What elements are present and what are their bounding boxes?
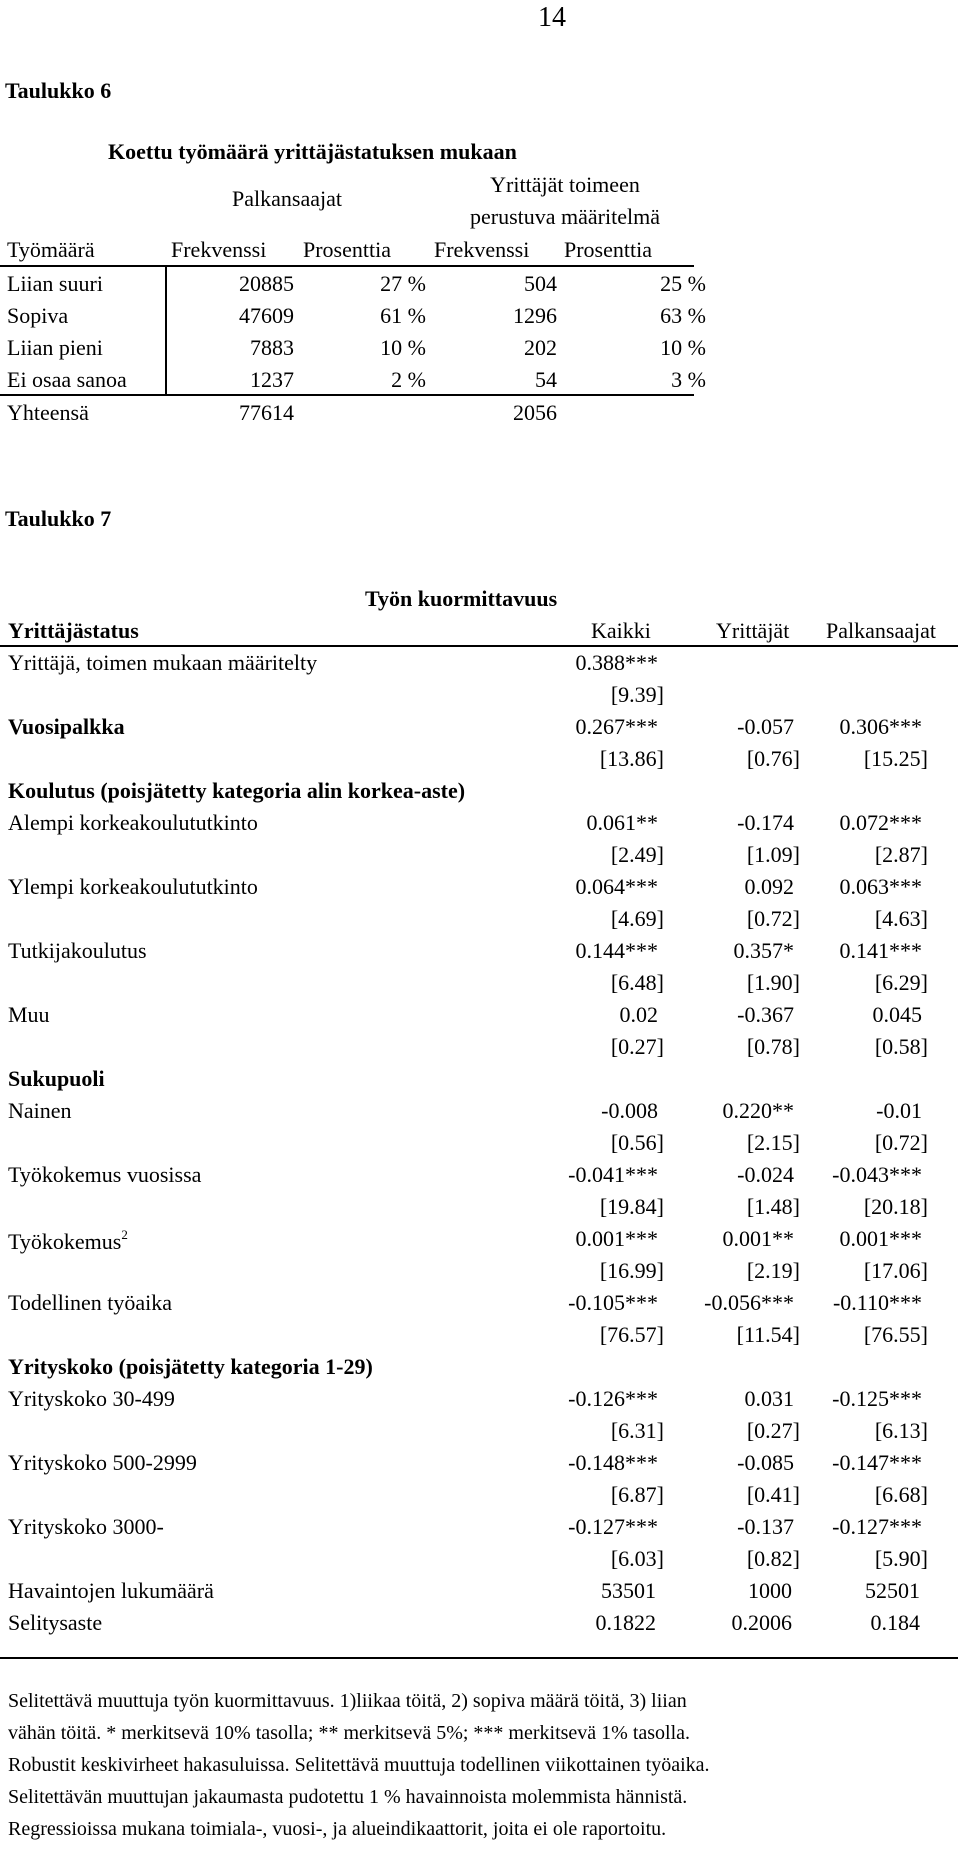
table7-row-label: Ylempi korkeakoulututkinto xyxy=(8,874,258,899)
table7-coef: 0.001*** xyxy=(839,1226,922,1251)
table6-cell-label: Liian suuri xyxy=(7,271,103,296)
table7-coef: -0.041*** xyxy=(568,1162,658,1187)
table7-coef: 0.388*** xyxy=(575,650,658,675)
page-number: 14 xyxy=(538,2,566,33)
table7-coef: -0.137 xyxy=(737,1514,794,1539)
table7-se: [5.90] xyxy=(874,1546,928,1571)
table7-se: [0.82] xyxy=(746,1546,800,1571)
table6-cell: 2056 xyxy=(513,400,557,425)
table6-cell: 504 xyxy=(524,271,557,296)
table7-se: [1.90] xyxy=(746,970,800,995)
table7-se: [1.48] xyxy=(746,1194,800,1219)
table7-coef: -0.085 xyxy=(737,1450,794,1475)
table7-se: [6.68] xyxy=(874,1482,928,1507)
table7-se: [76.57] xyxy=(599,1322,664,1347)
table7-se: [0.76] xyxy=(746,746,800,771)
table7-se: [6.87] xyxy=(610,1482,664,1507)
table6-header-freq1: Frekvenssi xyxy=(171,237,267,262)
table7-footer-value: 1000 xyxy=(748,1578,792,1603)
table6-cell: 20885 xyxy=(239,271,294,296)
table7-row-label: Työkokemus$^2$ xyxy=(8,1227,128,1254)
table7-col-kaikki: Kaikki xyxy=(591,618,651,643)
table7-coef: -0.148*** xyxy=(568,1450,658,1475)
table7-row-label: Todellinen työaika xyxy=(8,1290,173,1315)
table6-cell: 25 % xyxy=(660,271,706,296)
table7-coef: 0.306*** xyxy=(839,714,922,739)
table6-body-rule xyxy=(0,394,694,396)
note-line: Regressioissa mukana toimiala-, vuosi-, ja alueindikaattorit, joita ei ole raportoitu. xyxy=(8,1818,667,1840)
table7-col-palkansaajat: Palkansaajat xyxy=(826,618,936,643)
table7-bottom-rule xyxy=(0,1657,958,1659)
note-line: Robustit keskivirheet hakasuluissa. Selitettävä muuttuja todellinen viikottainen työaika. xyxy=(8,1754,710,1776)
table7-footer-value: 0.2006 xyxy=(731,1610,792,1635)
table7-row-label: Alempi korkeakoulututkinto xyxy=(8,810,258,835)
table6-cell-label: Liian pieni xyxy=(7,335,103,360)
table7-coef: 0.267*** xyxy=(575,714,658,739)
table6-cell: 7883 xyxy=(250,335,294,360)
table7-se: [0.56] xyxy=(610,1130,664,1155)
table7-coef: -0.127*** xyxy=(568,1514,658,1539)
table6-cell: 202 xyxy=(524,335,557,360)
table7-se: [9.39] xyxy=(610,682,664,707)
table7-coef: 0.357* xyxy=(733,938,794,963)
table7-row-label: Tutkijakoulutus xyxy=(8,938,147,963)
table7-se: [20.18] xyxy=(863,1194,928,1219)
table7-row-label: Työkokemus vuosissa xyxy=(8,1162,202,1187)
table7-se: [6.13] xyxy=(874,1418,928,1443)
table7-coef: -0.024 xyxy=(737,1162,794,1187)
table7-col-yrittajat: Yrittäjät xyxy=(716,618,790,643)
table7-coef: 0.144*** xyxy=(575,938,658,963)
table7-se: [6.03] xyxy=(610,1546,664,1571)
table7-coef: 0.063*** xyxy=(839,874,922,899)
table7-se: [19.84] xyxy=(599,1194,664,1219)
table7-se: [16.99] xyxy=(599,1258,664,1283)
note-line: vähän töitä. * merkitsevä 10% tasolla; ** merkitsevä 5%; *** merkitsevä 1% tasolla. xyxy=(8,1722,691,1744)
table7-se: [1.09] xyxy=(746,842,800,867)
table6-header-freq2: Frekvenssi xyxy=(434,237,530,262)
table7-se: [0.27] xyxy=(746,1418,800,1443)
table6-header-pct1: Prosenttia xyxy=(303,237,391,262)
table7-row-label: Yrityskoko (poisjätetty kategoria 1-29) xyxy=(8,1354,373,1379)
table7-se: [4.63] xyxy=(874,906,928,931)
table7-se: [2.19] xyxy=(746,1258,800,1283)
table7-row-label: Muu xyxy=(8,1002,50,1027)
table7-se: [0.27] xyxy=(610,1034,664,1059)
table6-cell: 3 % xyxy=(671,367,706,392)
table7-coef: 0.141*** xyxy=(839,938,922,963)
table7-coef: -0.127*** xyxy=(832,1514,922,1539)
table7-se: [2.15] xyxy=(746,1130,800,1155)
table7-row-label: Yrityskoko 500-2999 xyxy=(8,1450,197,1475)
table6-cell: 10 % xyxy=(660,335,706,360)
table6-cell: 27 % xyxy=(380,271,426,296)
table7-se: [15.25] xyxy=(863,746,928,771)
table7-coef: 0.02 xyxy=(619,1002,658,1027)
table7-footer-value: 0.1822 xyxy=(595,1610,656,1635)
table6-group-palkansaajat: Palkansaajat xyxy=(232,186,342,211)
table7-footer-label: Selitysaste xyxy=(8,1610,103,1635)
table7-row-label: Sukupuoli xyxy=(8,1066,105,1091)
table7-stub-header: Yrittäjästatus xyxy=(8,618,139,643)
table7-coef: 0.001** xyxy=(722,1226,794,1251)
table6-stub-rule xyxy=(165,265,167,395)
table6-cell: 1237 xyxy=(250,367,294,392)
table7-coef: 0.092 xyxy=(744,874,794,899)
table7-footer-value: 53501 xyxy=(601,1578,656,1603)
table7-se: [2.87] xyxy=(874,842,928,867)
superscript: 2 xyxy=(121,1227,128,1242)
table7-row-label: Yrityskoko 3000- xyxy=(8,1514,164,1539)
table7-coef: -0.147*** xyxy=(832,1450,922,1475)
table7-se: [0.78] xyxy=(746,1034,800,1059)
table7-row-label: Yrittäjä, toimen mukaan määritelty xyxy=(8,650,318,675)
table7-row-label: Nainen xyxy=(8,1098,72,1123)
table7-footer-value: 52501 xyxy=(865,1578,920,1603)
table7-coef: 0.072*** xyxy=(839,810,922,835)
note-line: Selitettävän muuttujan jakaumasta pudotettu 1 % havainnoista molemmista hännistä. xyxy=(8,1786,688,1808)
table7-row-label: Yrityskoko 30-499 xyxy=(8,1386,175,1411)
table7-coef: 0.064*** xyxy=(575,874,658,899)
table6-cell: 77614 xyxy=(239,400,294,425)
table7-coef: -0.056*** xyxy=(704,1290,794,1315)
table7-footer-label: Havaintojen lukumäärä xyxy=(8,1578,214,1603)
table6-cell-label: Sopiva xyxy=(7,303,69,328)
table6-cell: 61 % xyxy=(380,303,426,328)
table7-coef: 0.061** xyxy=(586,810,658,835)
table6-cell: 2 % xyxy=(391,367,426,392)
table7-coef: -0.043*** xyxy=(832,1162,922,1187)
table6-cell: 63 % xyxy=(660,303,706,328)
table7-se: [6.48] xyxy=(610,970,664,995)
table6-label: Taulukko 6 xyxy=(5,78,112,103)
table6-cell: 10 % xyxy=(380,335,426,360)
table7-se: [13.86] xyxy=(599,746,664,771)
table7-se: [0.41] xyxy=(746,1482,800,1507)
table7-se: [11.54] xyxy=(736,1322,800,1347)
table7-row-label: Vuosipalkka xyxy=(8,714,125,739)
table6-cell: 54 xyxy=(535,367,557,392)
table7-coef: -0.125*** xyxy=(832,1386,922,1411)
table7-coef: -0.126*** xyxy=(568,1386,658,1411)
table6-header-pct2: Prosenttia xyxy=(564,237,652,262)
table7-se: [76.55] xyxy=(863,1322,928,1347)
table7-super-header: Työn kuormittavuus xyxy=(365,586,558,611)
table7-se: [17.06] xyxy=(863,1258,928,1283)
table7-se: [0.72] xyxy=(874,1130,928,1155)
table7-label: Taulukko 7 xyxy=(5,506,112,531)
table7-se: [6.31] xyxy=(610,1418,664,1443)
table7-coef: -0.367 xyxy=(737,1002,794,1027)
table7-coef: -0.105*** xyxy=(568,1290,658,1315)
table6-group-yrittajat-line2: perustuva määritelmä xyxy=(470,204,660,229)
table6-cell-label: Yhteensä xyxy=(7,400,89,425)
note-line: Selitettävä muuttuja työn kuormittavuus. 1)liikaa töitä, 2) sopiva määrä töitä, 3) liian xyxy=(8,1690,687,1712)
table7-coef: 0.220** xyxy=(722,1098,794,1123)
table7-coef: -0.057 xyxy=(737,714,794,739)
table6-title: Koettu työmäärä yrittäjästatuksen mukaan xyxy=(108,139,517,164)
table7-coef: -0.01 xyxy=(876,1098,922,1123)
table7-se: [6.29] xyxy=(874,970,928,995)
table7-header-rule xyxy=(0,645,958,647)
table6-cell: 47609 xyxy=(239,303,294,328)
table7-se: [0.58] xyxy=(874,1034,928,1059)
table6-cell: 1296 xyxy=(513,303,557,328)
table7-se: [4.69] xyxy=(610,906,664,931)
table7-coef: 0.031 xyxy=(744,1386,794,1411)
table7-se: [2.49] xyxy=(610,842,664,867)
table6-header-rule xyxy=(0,265,694,267)
table7-footer-value: 0.184 xyxy=(870,1610,920,1635)
table6-header-tyomaara: Työmäärä xyxy=(7,237,95,262)
table7-coef: -0.110*** xyxy=(832,1290,922,1315)
table7-coef: -0.174 xyxy=(737,810,794,835)
table7-coef: 0.045 xyxy=(872,1002,922,1027)
table7-row-label: Koulutus (poisjätetty kategoria alin korkea-aste) xyxy=(8,778,466,803)
table6-cell-label: Ei osaa sanoa xyxy=(7,367,127,392)
table7-se: [0.72] xyxy=(746,906,800,931)
table7-coef: -0.008 xyxy=(601,1098,658,1123)
table7-coef: 0.001*** xyxy=(575,1226,658,1251)
table6-group-yrittajat-line1: Yrittäjät toimeen xyxy=(490,172,640,197)
